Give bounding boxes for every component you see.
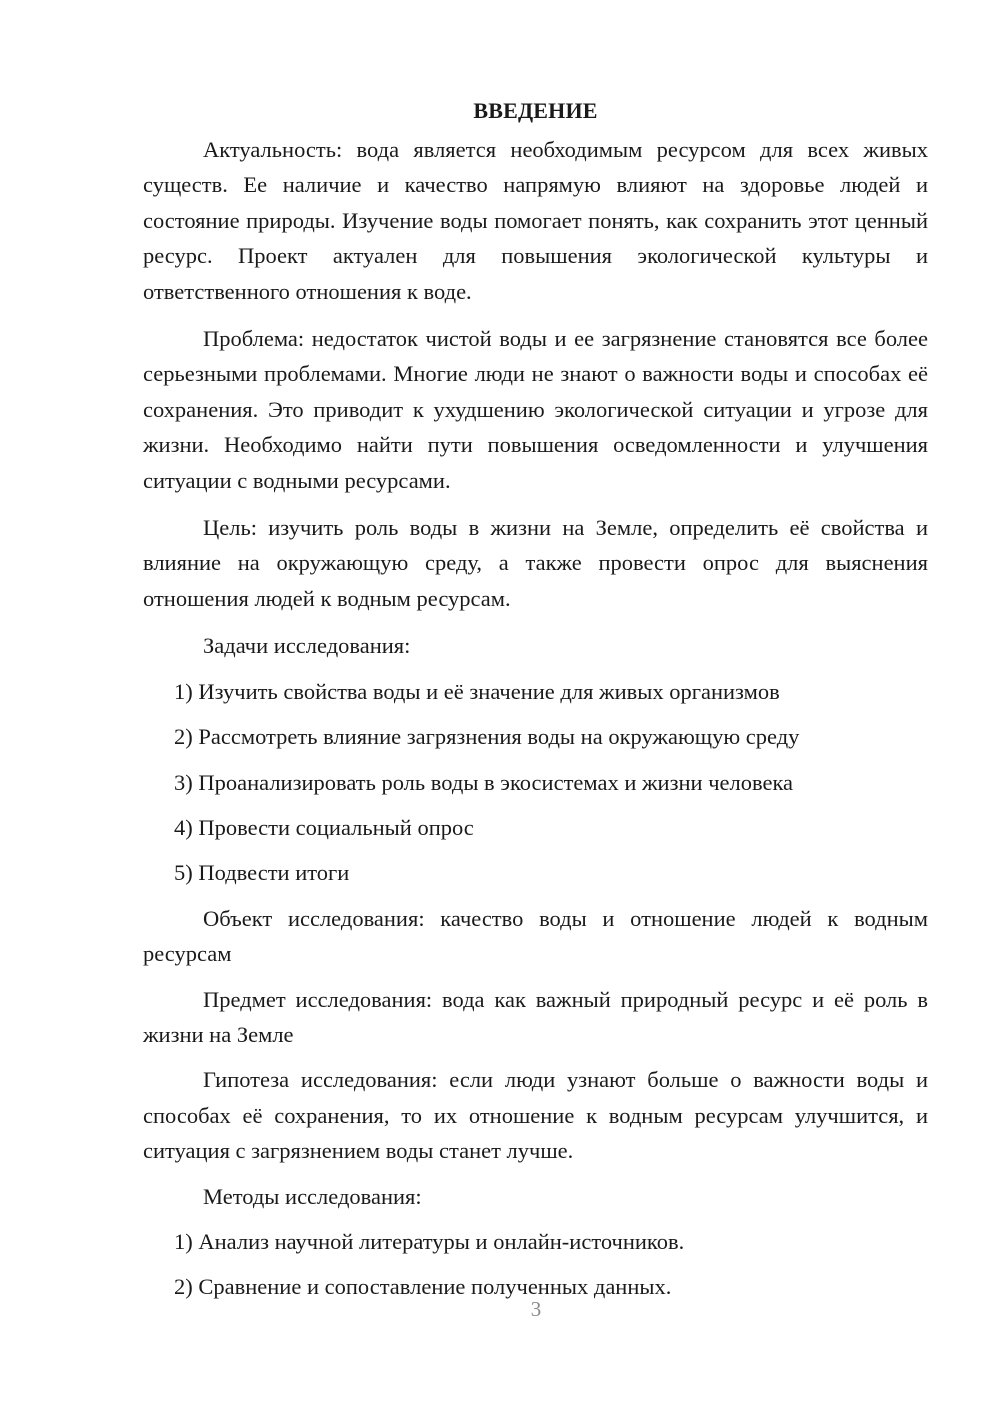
tasks-list	[143, 674, 928, 891]
problem-paragraph: Проблема: недостаток чистой воды и ее загрязнение становятся все более серьезными проблемами. Многие люди не знают о важности воды и способах её сохранения. Это приводит к ухудшению экологической ситуации и угрозе для жизни. Необходимо найти пути повышения осведомленности и улучшения ситуации с водными ресурсами.	[143, 326, 928, 493]
methods-list	[143, 1224, 928, 1305]
page-title: ВВЕДЕНИЕ	[473, 98, 598, 123]
list-item: 1) Анализ научной литературы и онлайн-источников.	[174, 1228, 685, 1254]
methods-heading: Методы исследования:	[203, 1183, 422, 1209]
subject-paragraph: Предмет исследования: вода как важный природный ресурс и её роль в жизни на Земле	[143, 986, 928, 1047]
list-item: 4) Провести социальный опрос	[174, 814, 474, 840]
relevance-paragraph: Актуальность: вода является необходимым ресурсом для всех живых существ. Ее наличие и качество напрямую влияют на здоровье людей и состояние природы. Изучение воды помогает понять, как сохранить этот ценный ресурс. Проект актуален для повышения экологической культуры и ответственного отношения к воде.	[143, 137, 928, 304]
list-item: 1) Изучить свойства воды и её значение для живых организмов	[174, 678, 780, 704]
hypothesis-paragraph: Гипотеза исследования: если люди узнают больше о важности воды и способах её сохранения, то их отношение к водным ресурсам улучшится, и ситуация с загрязнением воды станет лучше.	[143, 1067, 928, 1164]
list-item: 5) Подвести итоги	[174, 860, 350, 886]
object-paragraph: Объект исследования: качество воды и отношение людей к водным ресурсам	[143, 905, 928, 967]
list-item: 2) Сравнение и сопоставление полученных данных.	[174, 1274, 672, 1300]
tasks-heading: Задачи исследования:	[203, 633, 411, 659]
list-item: 2) Рассмотреть влияние загрязнения воды на окружающую среду	[174, 724, 800, 750]
document-page	[143, 96, 928, 1315]
page-number: 3	[530, 1297, 542, 1321]
list-item: 3) Проанализировать роль воды в экосистемах и жизни человека	[174, 769, 794, 795]
goal-paragraph: Цель: изучить роль воды в жизни на Земле, определить её свойства и влияние на окружающую среду, а также провести опрос для выяснения отношения людей к водным ресурсам.	[143, 515, 928, 611]
